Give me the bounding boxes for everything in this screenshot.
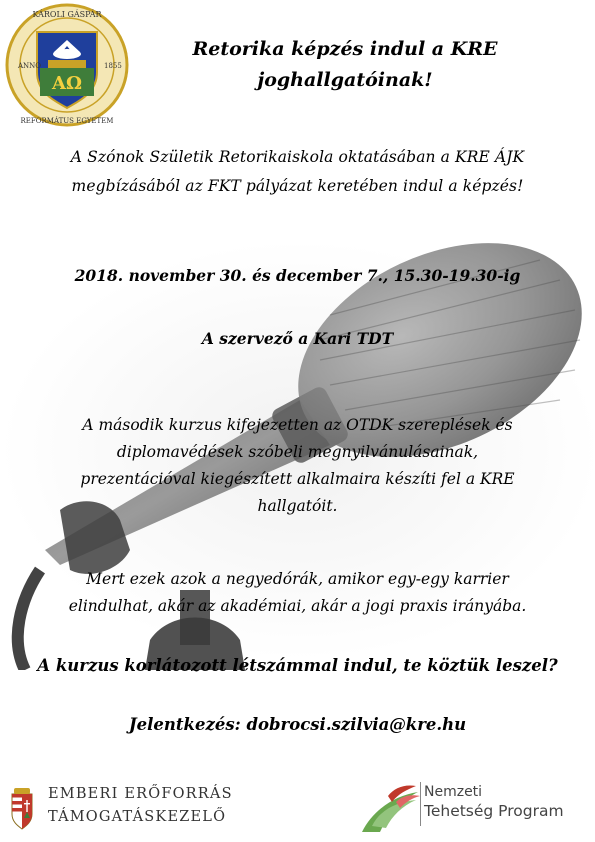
nemzeti-tehetseg-program-logo — [358, 776, 590, 838]
svg-text:KÁROLI GÁSPÁR: KÁROLI GÁSPÁR — [32, 10, 102, 19]
course-line-1: A második kurzus kifejezetten az OTDK szereplések és — [82, 416, 513, 434]
svg-text:ΑΩ: ΑΩ — [52, 73, 82, 94]
emberi-eroforras-logo — [8, 786, 248, 832]
intro-line-2: megbízásából az FKT pályázat keretében indul a képzés! — [71, 177, 524, 195]
intro-line-1: A Szónok Születik Retorikaiskola oktatásában a KRE ÁJK — [70, 148, 525, 166]
career-paragraph — [8, 566, 587, 620]
call-to-action: A kurzus korlátozott létszámmal indul, te köztük leszel? — [37, 656, 558, 675]
course-line-3: prezentációval kiegészített alkalmaira készíti fel a KRE — [80, 470, 515, 488]
emberi-line-1: EMBERI ERŐFORRÁS — [48, 786, 233, 802]
course-line-4: hallgatóit. — [257, 497, 338, 515]
ntp-divider — [420, 782, 421, 826]
hungarian-coat-of-arms-icon — [8, 788, 36, 830]
course-description — [30, 412, 565, 520]
emberi-line-2: TÁMOGATÁSKEZELŐ — [48, 809, 227, 825]
svg-text:REFORMÁTUS EGYETEM: REFORMÁTUS EGYETEM — [20, 117, 114, 125]
career-line-2: elindulhat, akár az akadémiai, akár a jogi praxis irányába. — [68, 597, 527, 615]
registration-contact: Jelentkezés: dobrocsi.szilvia@kre.hu — [128, 715, 467, 734]
course-line-2: diplomavédések szóbeli megnyilvánulásainak, — [116, 443, 479, 461]
announcement-title — [140, 34, 550, 96]
ntp-line-1: Nemzeti — [424, 784, 483, 800]
ntp-line-2: Tehetség Program — [424, 802, 564, 820]
svg-text:ANNO: ANNO — [18, 62, 42, 70]
ntp-swoosh-icon — [358, 782, 422, 838]
career-line-1: Mert ezek azok a negyedórák, amikor egy-egy karrier — [86, 570, 509, 588]
svg-text:1855: 1855 — [104, 62, 122, 70]
event-date: 2018. november 30. és december 7., 15.30-19.30-ig — [74, 266, 521, 285]
intro-paragraph — [20, 143, 575, 201]
organizer-text: A szervező a Kari TDT — [201, 329, 394, 348]
university-seal-logo — [4, 2, 130, 128]
title-line-1: Retorika képzés indul a KRE — [192, 38, 498, 60]
title-line-2: joghallgatóinak! — [257, 69, 433, 91]
